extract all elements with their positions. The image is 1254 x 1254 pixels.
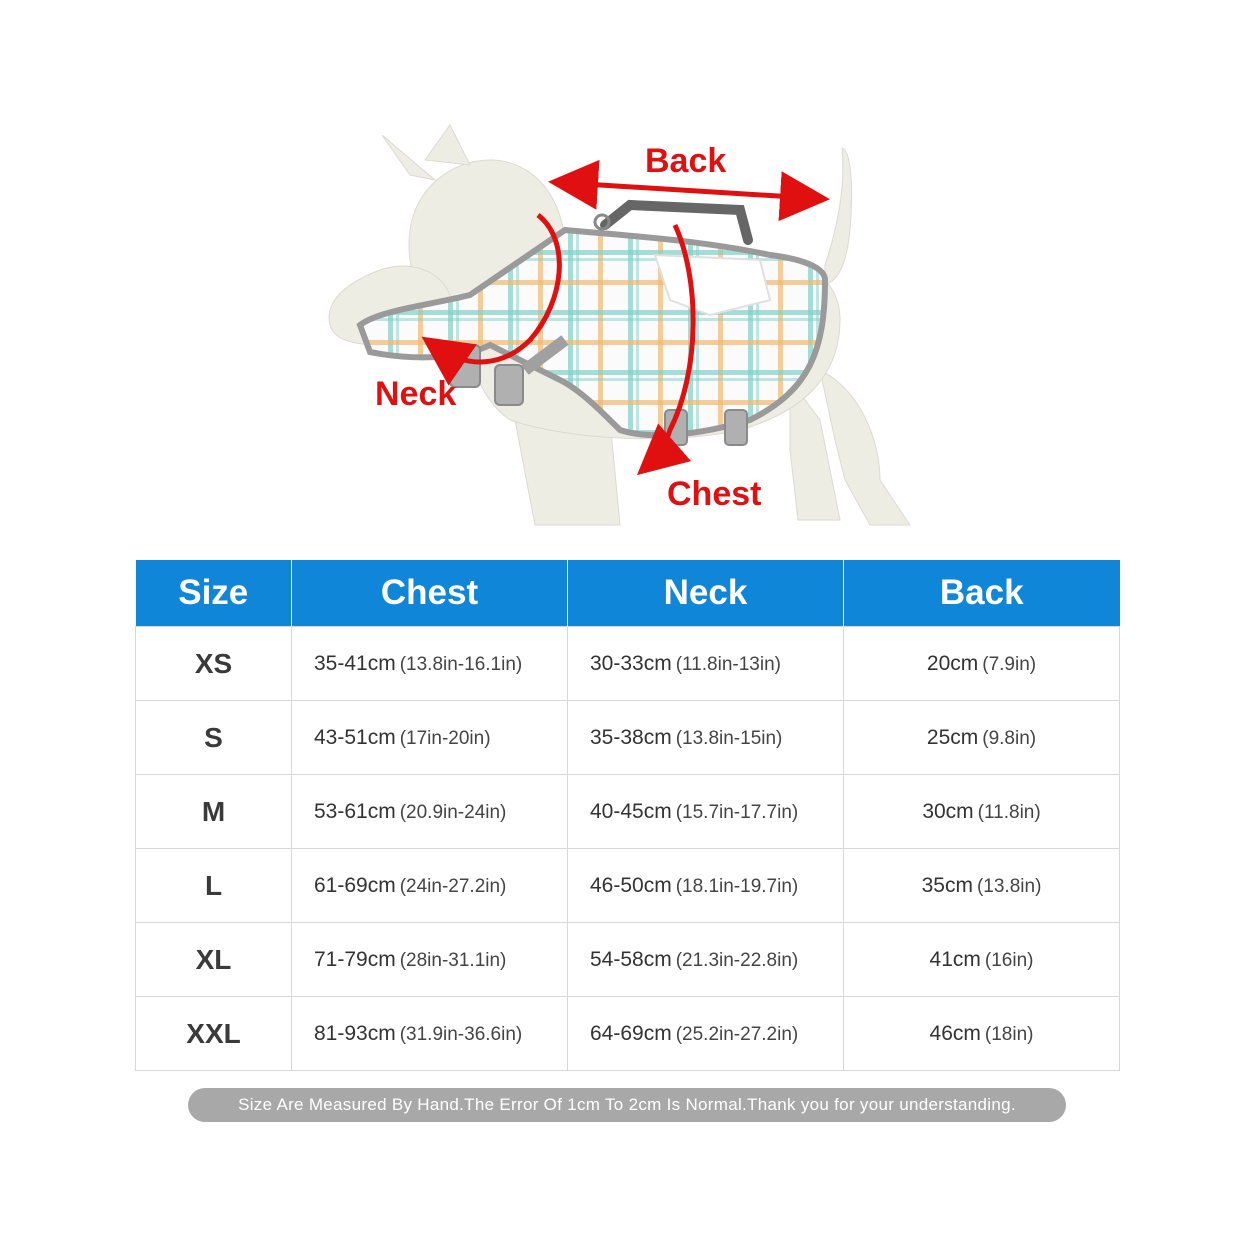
table-row [136, 923, 1120, 997]
back-cell [844, 627, 1120, 701]
back-cm: 30cm [922, 799, 974, 823]
header-size: Size [136, 560, 292, 627]
size-cell: XS [136, 627, 292, 701]
back-in: (11.8in) [977, 801, 1041, 823]
neck-in: (21.3in-22.8in) [675, 949, 799, 971]
back-cm: 35cm [921, 873, 973, 897]
neck-cell [568, 997, 844, 1071]
back-cell [844, 997, 1120, 1071]
back-cm: 41cm [929, 947, 981, 971]
chest-in: (17in-20in) [399, 727, 491, 749]
chest-cell [292, 923, 568, 997]
table-header-row [136, 560, 1120, 627]
header-chest: Chest [292, 560, 568, 627]
neck-cell [568, 775, 844, 849]
neck-in: (11.8in-13in) [675, 653, 781, 675]
back-cell [844, 775, 1120, 849]
back-cm: 25cm [926, 725, 979, 749]
chest-in: (13.8in-16.1in) [399, 653, 523, 675]
chest-cm: 81-93cm [314, 1021, 396, 1045]
table-row [136, 775, 1120, 849]
measurement-note: Size Are Measured By Hand.The Error Of 1cm To 2cm Is Normal.Thank you for your understanding. [188, 1088, 1066, 1122]
neck-in: (25.2in-27.2in) [675, 1023, 799, 1045]
size-cell: S [136, 701, 292, 775]
back-label: Back [645, 142, 727, 180]
neck-cell [568, 701, 844, 775]
header-neck: Neck [568, 560, 844, 627]
chest-in: (20.9in-24in) [399, 801, 507, 823]
back-in: (13.8in) [976, 875, 1042, 897]
chest-cm: 53-61cm [314, 799, 396, 823]
neck-cm: 35-38cm [590, 725, 672, 749]
neck-in: (15.7in-17.7in) [675, 801, 799, 823]
table-row [136, 997, 1120, 1071]
table-row [136, 627, 1120, 701]
chest-cell [292, 701, 568, 775]
chest-cell [292, 775, 568, 849]
neck-label: Neck [375, 375, 457, 413]
size-cell: M [136, 775, 292, 849]
back-cm: 46cm [929, 1021, 981, 1045]
back-cell [844, 701, 1120, 775]
back-cell [844, 923, 1120, 997]
header-back: Back [844, 560, 1120, 627]
chest-in: (31.9in-36.6in) [399, 1023, 523, 1045]
neck-in: (13.8in-15in) [675, 727, 783, 749]
neck-cm: 54-58cm [590, 947, 672, 971]
chest-in: (28in-31.1in) [399, 949, 507, 971]
size-cell: XL [136, 923, 292, 997]
size-cell: XXL [136, 997, 292, 1071]
size-cell: L [136, 849, 292, 923]
chest-cell [292, 627, 568, 701]
back-cell [844, 849, 1120, 923]
back-in: (16in) [984, 949, 1034, 971]
neck-cell [568, 627, 844, 701]
neck-cm: 30-33cm [590, 651, 672, 675]
neck-cm: 40-45cm [590, 799, 672, 823]
neck-cell [568, 849, 844, 923]
table-body [136, 627, 1120, 1071]
chest-cell [292, 997, 568, 1071]
table-row [136, 701, 1120, 775]
neck-cm: 46-50cm [590, 873, 672, 897]
back-in: (9.8in) [982, 727, 1037, 749]
chest-label: Chest [667, 475, 762, 513]
back-cm: 20cm [926, 651, 979, 675]
back-arrow [568, 183, 810, 198]
chest-cell [292, 849, 568, 923]
harness-measurement-diagram [320, 120, 940, 530]
table-row [136, 849, 1120, 923]
back-in: (18in) [984, 1023, 1034, 1045]
chest-cm: 35-41cm [314, 651, 396, 675]
size-chart-table [135, 560, 1120, 1071]
neck-in: (18.1in-19.7in) [675, 875, 799, 897]
neck-cm: 64-69cm [590, 1021, 672, 1045]
chest-cm: 61-69cm [314, 873, 396, 897]
neck-cell [568, 923, 844, 997]
back-in: (7.9in) [982, 653, 1037, 675]
chest-in: (24in-27.2in) [399, 875, 507, 897]
chest-cm: 43-51cm [314, 725, 396, 749]
chest-cm: 71-79cm [314, 947, 396, 971]
